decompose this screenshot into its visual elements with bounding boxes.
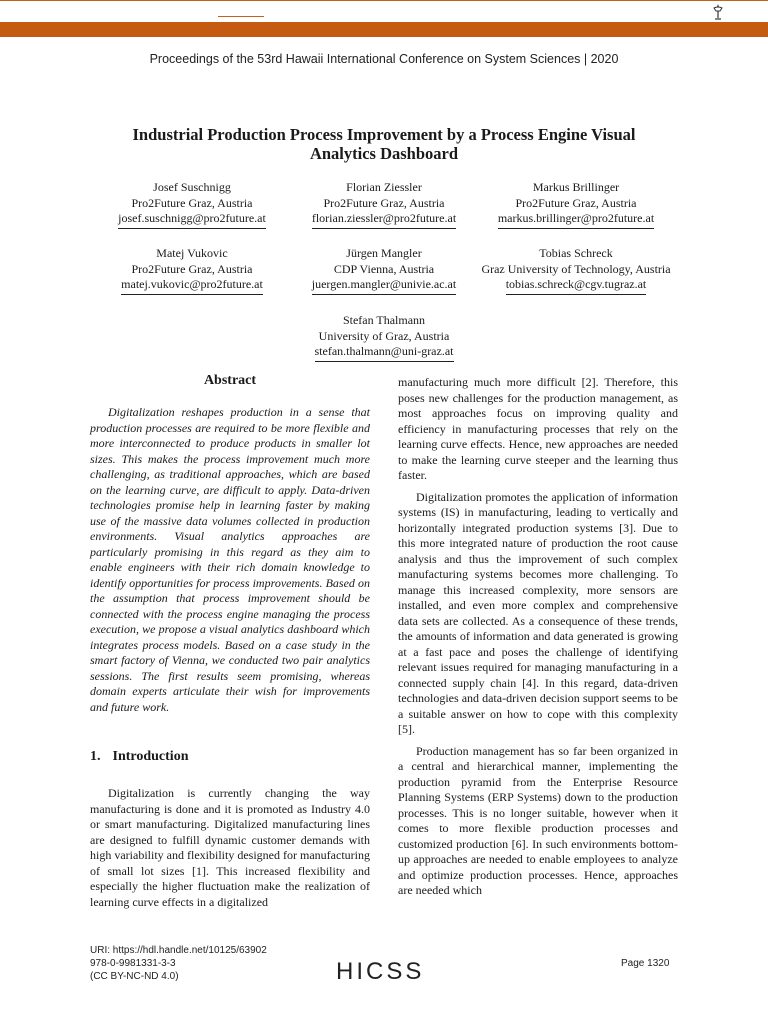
author-affiliation: Pro2Future Graz, Austria	[131, 195, 253, 210]
top-link-underline	[218, 16, 264, 17]
section-heading	[90, 749, 188, 765]
body-paragraph: Digitalization is currently changing the way manufacturing is done and it is promoted as Industry 4.0 or smart manufacturing. Digitalized manufacturing lines are designed to fulfill dynamic customer demands with high variability and flexibility designed for manufacturing of small lot sizes [1]. This increased flexibility and especially the higher fluctuation make the realization of learning curve effects in a digitalized	[90, 786, 370, 909]
author-name: Tobias Schreck	[539, 246, 613, 260]
top-toolbar	[0, 0, 768, 23]
author-email[interactable]: tobias.schreck@cgv.tugraz.at	[506, 277, 647, 295]
torch-icon	[710, 3, 726, 21]
title-line-1: Industrial Production Process Improvement by a Process Engine Visual	[132, 125, 636, 144]
author-email[interactable]: markus.brillinger@pro2future.at	[498, 211, 654, 229]
author-block	[466, 180, 686, 229]
author-affiliation: Graz University of Technology, Austria	[481, 261, 671, 276]
footer-uri[interactable]: URI: https://hdl.handle.net/10125/63902	[90, 945, 267, 956]
author-email[interactable]: josef.suschnigg@pro2future.at	[118, 211, 266, 229]
author-name: Matej Vukovic	[156, 246, 228, 260]
footer-license: (CC BY-NC-ND 4.0)	[90, 971, 179, 982]
abstract-text: Digitalization reshapes production in a sense that production processes are required to be more flexible and more interconnected to produce products in smaller lot sizes. This makes the process improvement much more challenging, as traditional approaches, which are based on the learning curve, are difficult to apply. Data-driven technologies promise help in learning faster by making use of the massive data volumes collected in production environments. Visual analytics approaches are particularly promising in this regard as they aim to enable engineers with their rich domain knowledge to identify opportunities for process improvements. Based on the assumption that process improvement should be connected with the process engine managing the process execution, we propose a visual analytics dashboard which integrates process models. Based on a case study in the smart factory of Vienna, we conducted two pair analytics sessions. The first results seem promising, whereas domain experts articulate their wish for improvements and future work.	[90, 405, 370, 714]
page-number: Page 1320	[621, 958, 670, 969]
title-line-2: Analytics Dashboard	[309, 144, 459, 163]
author-name: Josef Suschnigg	[153, 180, 231, 194]
author-affiliation: CDP Vienna, Austria	[333, 261, 435, 276]
body-paragraph: Digitalization promotes the application of information systems (IS) in manufacturing, leading to vertically and horizontally integrated production systems [3]. Due to this more integrated nature of production the root cause analysis and thus the improvement of such complex manufacturing systems becomes more challenging. To manage this increased complexity, more sensors are installed, and even more complex and comprehensive data sets are collected. As a consequence of these trends, the amounts of information and data generated is growing at a fast pace and poses the challenge of identifying relevant issues required for managing manufacturing in a connected supply chain [4]. In this regard, data-driven technologies and data-driven decision support seems to be a suitable answer on how to cope with this complexity [5].	[398, 489, 678, 736]
section-title: Introduction	[112, 749, 189, 764]
author-name: Florian Ziessler	[346, 180, 422, 194]
author-name: Jürgen Mangler	[346, 246, 422, 260]
author-block	[274, 180, 494, 229]
right-column	[398, 375, 678, 905]
footer-isbn: 978-0-9981331-3-3	[90, 958, 176, 969]
author-block	[82, 246, 302, 295]
author-affiliation: Pro2Future Graz, Austria	[515, 195, 637, 210]
paper-title	[60, 125, 708, 163]
author-name: Stefan Thalmann	[342, 313, 426, 327]
author-email[interactable]: florian.ziessler@pro2future.at	[312, 211, 456, 229]
section-number: 1.	[90, 749, 101, 764]
author-affiliation: Pro2Future Graz, Austria	[131, 261, 253, 276]
author-email[interactable]: stefan.thalmann@uni-graz.at	[315, 344, 454, 362]
header-band	[0, 22, 768, 37]
author-email[interactable]: matej.vukovic@pro2future.at	[121, 277, 263, 295]
footer-info	[90, 944, 267, 983]
author-block	[466, 246, 686, 295]
author-affiliation: University of Graz, Austria	[318, 328, 450, 343]
proceedings-line: Proceedings of the 53rd Hawaii International Conference on System Sciences | 2020	[149, 52, 619, 66]
author-block	[82, 180, 302, 229]
body-paragraph: manufacturing much more difficult [2]. Therefore, this poses new challenges for the production management, as most approaches focus on improving quality and efficiency in manufacturing processes that rely on the learning curve effects. Hence, new approaches are needed to make the learning curve steeper and the learning thus faster.	[398, 375, 678, 482]
hicss-logo: HICSS	[336, 958, 425, 985]
abstract-heading: Abstract	[203, 373, 257, 388]
author-email[interactable]: juergen.mangler@univie.ac.at	[312, 277, 456, 295]
author-name: Markus Brillinger	[532, 180, 620, 194]
author-block	[274, 313, 494, 362]
author-block	[274, 246, 494, 295]
author-affiliation: Pro2Future Graz, Austria	[323, 195, 445, 210]
body-paragraph: Production management has so far been organized in a central and hierarchical manner, implementing the production pyramid from the Enterprise Resource Planning Systems (ERP Systems) down to the production processes. This is no longer suitable, however when it comes to more flexible production processes and customized production [6]. In such environments bottom-up approaches are needed to enable employees to analyze and optimize production processes. Hence, approaches are needed which	[398, 743, 678, 897]
